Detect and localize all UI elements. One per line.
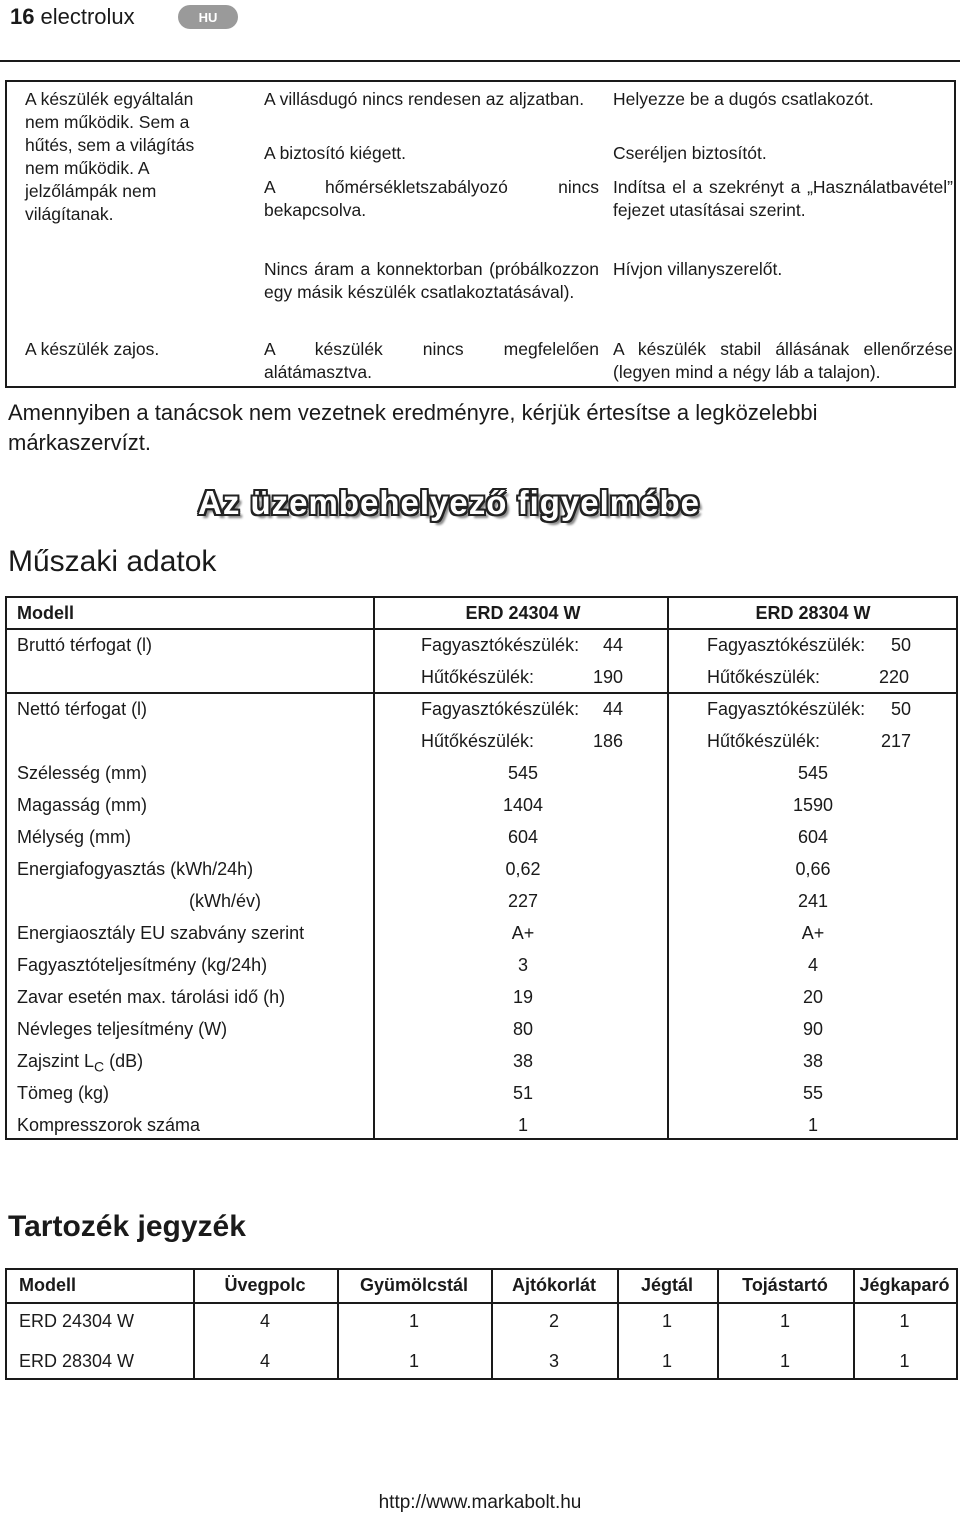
spec-label-text: Névleges teljesítmény (W)	[17, 1019, 228, 1039]
header-divider	[7, 1302, 956, 1304]
spec-label	[17, 1114, 200, 1136]
page-header	[10, 2, 135, 32]
gross-fridge-label-1: Hűtőkészülék:	[421, 667, 535, 687]
spec-label-text: Mélység (mm)	[17, 827, 132, 847]
accessories-cell: 1	[408, 1351, 419, 1371]
label-gross-volume: Bruttó térfogat (l)	[17, 635, 153, 655]
column-divider	[667, 598, 669, 1138]
accessories-table	[5, 1268, 958, 1380]
remedy-fuse: Cseréljen biztosítót.	[613, 143, 767, 163]
accessories-header: Ajtókorlát	[511, 1275, 596, 1295]
remedy-electrician: Hívjon villanyszerelőt.	[613, 259, 783, 279]
cause-plug: A villásdugó nincs rendesen az aljzatban.	[264, 89, 585, 109]
accessories-cell: 4	[259, 1311, 270, 1331]
accessories-heading: Tartozék jegyzék	[8, 1210, 246, 1243]
spec-value-2: 38	[802, 1051, 824, 1071]
cause-fuse: A biztosító kiégett.	[264, 143, 407, 163]
spec-label-text: Tömeg (kg)	[17, 1083, 110, 1103]
header-divider	[7, 628, 956, 630]
spec-value-2: 90	[802, 1019, 824, 1039]
symptom-noisy: A készülék zajos.	[25, 339, 160, 359]
spec-value-1: 1	[517, 1115, 528, 1135]
gross-fridge-label-2: Hűtőkészülék:	[707, 667, 821, 687]
troubleshooting-table	[5, 80, 956, 388]
accessories-cell: 3	[548, 1351, 559, 1371]
label-net-volume: Nettó térfogat (l)	[17, 699, 148, 719]
net-freezer-label-1: Fagyasztókészülék:	[421, 699, 580, 719]
accessories-cell: 1	[661, 1311, 672, 1331]
spec-label	[17, 1018, 227, 1040]
accessories-header: Jégkaparó	[859, 1275, 950, 1295]
gross-fridge-value-2: 220	[879, 667, 910, 687]
accessories-cell: 4	[259, 1351, 270, 1371]
row-divider	[7, 692, 956, 694]
spec-value-1: 0,62	[505, 859, 541, 879]
spec-value-1: 604	[507, 827, 539, 847]
spec-value-1: 80	[512, 1019, 534, 1039]
net-fridge-label-2: Hűtőkészülék:	[707, 731, 821, 751]
net-fridge-value-1: 186	[593, 731, 624, 751]
spec-value-2: 4	[807, 955, 818, 975]
header-rule	[0, 60, 960, 62]
tech-data-table	[5, 596, 958, 1140]
spec-label	[17, 826, 131, 848]
accessories-header: Üvegpolc	[224, 1275, 306, 1295]
header-model: Modell	[17, 603, 74, 623]
accessories-cell: 1	[899, 1351, 910, 1371]
remedy-stability: A készülék stabil állásának ellenőrzése (legyen mind a négy láb a talajon).	[613, 339, 953, 382]
header-model-2: ERD 28304 W	[755, 603, 871, 623]
spec-label	[17, 986, 285, 1008]
accessories-header: Gyümölcstál	[359, 1275, 469, 1295]
spec-value-1: 19	[512, 987, 534, 1007]
spec-label-text: Zajszint L	[17, 1051, 95, 1071]
accessories-cell: 1	[779, 1311, 790, 1331]
accessories-cell: ERD 24304 W	[19, 1311, 135, 1331]
spec-label	[17, 1050, 143, 1078]
advice-text: Amennyiben a tanácsok nem vezetnek eredményre, kérjük értesítse a legközelebbi márkaszervízt.	[8, 400, 818, 455]
spec-value-1: 227	[507, 891, 539, 911]
spec-label-text: Energiaosztály EU szabvány szerint	[17, 923, 305, 943]
cause-no-power: Nincs áram a konnektorban (próbálkozzon egy másik készülék csatlakoztatásával).	[264, 259, 599, 302]
language-badge: HU	[178, 5, 238, 29]
gross-fridge-value-1: 190	[593, 667, 624, 687]
spec-label-text: Zavar esetén max. tárolási idő (h)	[17, 987, 286, 1007]
page-number: 16	[10, 4, 35, 29]
spec-value-2: 0,66	[795, 859, 831, 879]
spec-label-text: Szélesség (mm)	[17, 763, 148, 783]
spec-value-2: 1590	[792, 795, 834, 815]
accessories-cell: 1	[408, 1311, 419, 1331]
brand-name: electrolux	[40, 4, 135, 29]
footer-url: http://www.markabolt.hu	[378, 1492, 582, 1513]
spec-label-text: Magasság (mm)	[17, 795, 148, 815]
cause-support: A készülék nincs megfelelően alátámasztva.	[264, 339, 599, 382]
accessories-header: Tojástartó	[742, 1275, 828, 1295]
spec-label-subscript: C	[94, 1058, 105, 1075]
symptom-not-working: A készülék egyáltalán nem működik. Sem a hűtés, sem a világítás nem működik. A jelzőlámpák nem világítanak.	[25, 89, 195, 224]
gross-freezer-label-2: Fagyasztókészülék:	[707, 635, 866, 655]
spec-value-2: 20	[802, 987, 824, 1007]
accessories-cell: 1	[899, 1311, 910, 1331]
spec-value-2: 545	[797, 763, 829, 783]
spec-label	[17, 762, 147, 784]
spec-value-1: 51	[512, 1083, 534, 1103]
accessories-cell: 1	[661, 1351, 672, 1371]
gross-freezer-value-1: 44	[603, 635, 624, 655]
net-freezer-value-1: 44	[603, 699, 624, 719]
spec-label-text: Energiafogyasztás (kWh/24h)	[17, 859, 254, 879]
net-fridge-value-2: 217	[881, 731, 912, 751]
gross-freezer-value-2: 50	[891, 635, 912, 655]
spec-value-2: 55	[802, 1083, 824, 1103]
spec-label	[17, 922, 304, 944]
spec-label-text: (kWh/év)	[189, 891, 261, 911]
accessories-header: Modell	[19, 1275, 76, 1295]
spec-value-1: 38	[512, 1051, 534, 1071]
accessories-cell: ERD 28304 W	[19, 1351, 135, 1371]
spec-label	[189, 890, 261, 912]
spec-label-text: Fagyasztóteljesítmény (kg/24h)	[17, 955, 268, 975]
net-freezer-label-2: Fagyasztókészülék:	[707, 699, 866, 719]
spec-label	[17, 1082, 109, 1104]
tech-data-heading: Műszaki adatok	[8, 545, 217, 578]
spec-label	[17, 794, 147, 816]
spec-label-suffix: (dB)	[104, 1051, 144, 1071]
accessories-cell: 1	[779, 1351, 790, 1371]
spec-value-1: 1404	[502, 795, 544, 815]
accessories-header: Jégtál	[640, 1275, 694, 1295]
gross-freezer-label-1: Fagyasztókészülék:	[421, 635, 580, 655]
header-model-1: ERD 24304 W	[465, 603, 581, 623]
remedy-start: Indítsa el a szekrényt a „Használatbavétel” fejezet utasításai szerint.	[613, 177, 953, 220]
installer-heading: Az üzembehelyező figyelmébe	[198, 484, 700, 521]
accessories-cell: 2	[548, 1311, 559, 1331]
spec-label	[17, 858, 253, 880]
net-freezer-value-2: 50	[891, 699, 912, 719]
spec-value-2: 241	[797, 891, 829, 911]
spec-value-1: 545	[507, 763, 539, 783]
column-divider	[373, 598, 375, 1138]
spec-label-text: Kompresszorok száma	[17, 1115, 201, 1135]
spec-value-2: 1	[807, 1115, 818, 1135]
remedy-plug: Helyezze be a dugós csatlakozót.	[613, 89, 874, 109]
cause-thermostat: A hőmérsékletszabályozó nincs bekapcsolva.	[264, 177, 599, 220]
spec-value-1: 3	[517, 955, 528, 975]
spec-label	[17, 954, 267, 976]
spec-value-1: A+	[511, 923, 535, 943]
spec-value-2: A+	[801, 923, 825, 943]
net-fridge-label-1: Hűtőkészülék:	[421, 731, 535, 751]
spec-value-2: 604	[797, 827, 829, 847]
